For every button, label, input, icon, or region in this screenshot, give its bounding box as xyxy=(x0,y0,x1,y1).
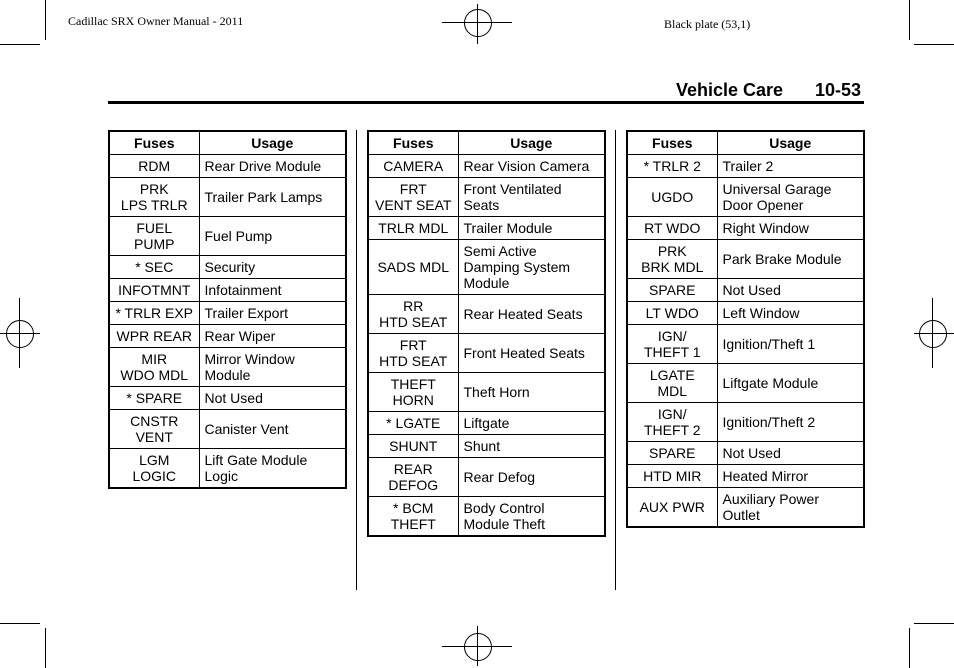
column-header-usage: Usage xyxy=(717,131,864,155)
usage-cell: Universal Garage Door Opener xyxy=(717,178,864,217)
table-row xyxy=(109,256,346,279)
manual-title: Cadillac SRX Owner Manual - 2011 xyxy=(68,14,244,28)
table-row xyxy=(109,155,346,178)
usage-cell: Trailer Park Lamps xyxy=(199,178,346,217)
fuse-cell: CAMERA xyxy=(368,155,458,178)
table-row xyxy=(368,240,605,295)
crop-mark xyxy=(909,628,910,668)
fuse-cell: FRT HTD SEAT xyxy=(368,334,458,373)
registration-mark xyxy=(6,320,34,348)
table-row xyxy=(368,373,605,412)
fuse-cell: LGATE MDL xyxy=(627,364,717,403)
fuse-cell: SPARE xyxy=(627,442,717,465)
table-row xyxy=(368,178,605,217)
usage-cell: Rear Heated Seats xyxy=(458,295,605,334)
table-row xyxy=(627,178,864,217)
usage-cell: Shunt xyxy=(458,435,605,458)
crop-mark xyxy=(909,0,910,40)
section-title: Vehicle Care xyxy=(676,80,784,100)
table-row xyxy=(368,497,605,537)
table-row xyxy=(109,325,346,348)
column-header-fuses: Fuses xyxy=(627,131,717,155)
usage-cell: Lift Gate Module Logic xyxy=(199,449,346,489)
header-rule xyxy=(108,101,864,104)
column-header-usage: Usage xyxy=(199,131,346,155)
table-row xyxy=(368,435,605,458)
fuse-cell: THEFT HORN xyxy=(368,373,458,412)
table-row xyxy=(368,412,605,435)
column-divider xyxy=(615,130,616,590)
fuse-cell: * BCM THEFT xyxy=(368,497,458,537)
fuse-cell: AUX PWR xyxy=(627,488,717,528)
table-row xyxy=(109,217,346,256)
table-row xyxy=(368,458,605,497)
table-row xyxy=(627,403,864,442)
usage-cell: Rear Drive Module xyxy=(199,155,346,178)
page-number: 10-53 xyxy=(815,80,862,100)
fuse-table-2 xyxy=(367,130,606,537)
table-row xyxy=(109,410,346,449)
fuse-cell: SPARE xyxy=(627,279,717,302)
fuse-cell: UGDO xyxy=(627,178,717,217)
usage-cell: Right Window xyxy=(717,217,864,240)
column-header-fuses: Fuses xyxy=(109,131,199,155)
table-row xyxy=(627,217,864,240)
usage-cell: Park Brake Module xyxy=(717,240,864,279)
crop-mark xyxy=(914,44,954,45)
plate-label: Black plate (53,1) xyxy=(664,17,751,31)
column-header-usage: Usage xyxy=(458,131,605,155)
fuse-cell: SHUNT xyxy=(368,435,458,458)
fuse-cell: LGM LOGIC xyxy=(109,449,199,489)
usage-cell: Left Window xyxy=(717,302,864,325)
fuse-cell: LT WDO xyxy=(627,302,717,325)
table-row xyxy=(627,465,864,488)
usage-cell: Liftgate Module xyxy=(717,364,864,403)
table-row xyxy=(109,302,346,325)
table-row xyxy=(368,334,605,373)
usage-cell: Rear Wiper xyxy=(199,325,346,348)
table-row xyxy=(627,442,864,465)
fuse-cell: PRK LPS TRLR xyxy=(109,178,199,217)
table-row xyxy=(109,387,346,410)
crop-mark xyxy=(914,623,954,624)
fuse-cell: IGN/ THEFT 2 xyxy=(627,403,717,442)
table-row xyxy=(627,240,864,279)
usage-cell: Rear Vision Camera xyxy=(458,155,605,178)
fuse-cell: * SPARE xyxy=(109,387,199,410)
crop-mark xyxy=(0,44,40,45)
fuse-cell: WPR REAR xyxy=(109,325,199,348)
fuse-cell: RR HTD SEAT xyxy=(368,295,458,334)
fuse-cell: SADS MDL xyxy=(368,240,458,295)
usage-cell: Front Heated Seats xyxy=(458,334,605,373)
fuse-cell: HTD MIR xyxy=(627,465,717,488)
column-header-fuses: Fuses xyxy=(368,131,458,155)
crop-mark xyxy=(0,623,40,624)
crop-mark xyxy=(45,0,46,40)
column-divider xyxy=(356,130,357,590)
fuse-cell: FRT VENT SEAT xyxy=(368,178,458,217)
crop-mark xyxy=(45,628,46,668)
usage-cell: Rear Defog xyxy=(458,458,605,497)
table-row xyxy=(627,364,864,403)
fuse-cell: * SEC xyxy=(109,256,199,279)
usage-cell: Heated Mirror xyxy=(717,465,864,488)
table-row xyxy=(368,217,605,240)
table-row xyxy=(109,178,346,217)
registration-mark xyxy=(919,320,947,348)
usage-cell: Canister Vent xyxy=(199,410,346,449)
fuse-cell: FUEL PUMP xyxy=(109,217,199,256)
fuse-cell: CNSTR VENT xyxy=(109,410,199,449)
usage-cell: Not Used xyxy=(717,442,864,465)
fuse-cell: INFOTMNT xyxy=(109,279,199,302)
usage-cell: Mirror Window Module xyxy=(199,348,346,387)
table-row xyxy=(368,295,605,334)
fuse-cell: MIR WDO MDL xyxy=(109,348,199,387)
fuse-table-1 xyxy=(108,130,347,489)
fuse-cell: * TRLR 2 xyxy=(627,155,717,178)
fuse-table-3 xyxy=(626,130,865,528)
usage-cell: Infotainment xyxy=(199,279,346,302)
usage-cell: Fuel Pump xyxy=(199,217,346,256)
usage-cell: Trailer Export xyxy=(199,302,346,325)
usage-cell: Auxiliary Power Outlet xyxy=(717,488,864,528)
fuse-cell: IGN/ THEFT 1 xyxy=(627,325,717,364)
usage-cell: Not Used xyxy=(717,279,864,302)
table-row xyxy=(109,348,346,387)
table-row xyxy=(627,155,864,178)
usage-cell: Body Control Module Theft xyxy=(458,497,605,537)
usage-cell: Front Ventilated Seats xyxy=(458,178,605,217)
registration-mark xyxy=(464,9,492,37)
fuse-cell: REAR DEFOG xyxy=(368,458,458,497)
usage-cell: Theft Horn xyxy=(458,373,605,412)
usage-cell: Liftgate xyxy=(458,412,605,435)
usage-cell: Trailer Module xyxy=(458,217,605,240)
table-row xyxy=(109,279,346,302)
table-row xyxy=(627,488,864,528)
fuse-cell: PRK BRK MDL xyxy=(627,240,717,279)
table-row xyxy=(627,279,864,302)
fuse-cell: RT WDO xyxy=(627,217,717,240)
fuse-cell: * TRLR EXP xyxy=(109,302,199,325)
usage-cell: Not Used xyxy=(199,387,346,410)
fuse-cell: TRLR MDL xyxy=(368,217,458,240)
table-row xyxy=(368,155,605,178)
fuse-cell: RDM xyxy=(109,155,199,178)
usage-cell: Ignition/Theft 1 xyxy=(717,325,864,364)
table-row xyxy=(627,302,864,325)
table-row xyxy=(627,325,864,364)
fuse-cell: * LGATE xyxy=(368,412,458,435)
usage-cell: Trailer 2 xyxy=(717,155,864,178)
registration-mark xyxy=(464,633,492,661)
usage-cell: Ignition/Theft 2 xyxy=(717,403,864,442)
usage-cell: Semi Active Damping System Module xyxy=(458,240,605,295)
table-row xyxy=(109,449,346,489)
usage-cell: Security xyxy=(199,256,346,279)
